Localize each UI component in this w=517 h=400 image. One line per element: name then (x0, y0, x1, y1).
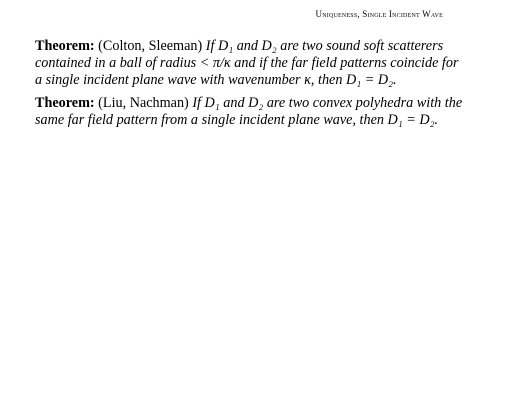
theorem-attribution: (Colton, Sleeman) (98, 38, 203, 54)
theorem-statement: If D₁ and D₂ are two convex polyhedra with the same far field pattern from a single incident plane wave, then D₁ = D₂. (35, 95, 463, 128)
theorem-colton-sleeman (35, 38, 467, 89)
running-header: Uniqueness, Single Incident Wave (315, 9, 443, 19)
theorem-label: Theorem: (35, 38, 95, 54)
theorem-liu-nachman (35, 95, 467, 129)
theorem-label: Theorem: (35, 95, 95, 111)
theorem-statement: If D₁ and D₂ are two sound soft scatterers contained in a ball of radius < π/κ and if the far field patterns coincide for a single incident plane wave with wavenumber κ, then D₁ = D₂. (35, 38, 459, 88)
theorem-attribution: (Liu, Nachman) (98, 95, 189, 111)
